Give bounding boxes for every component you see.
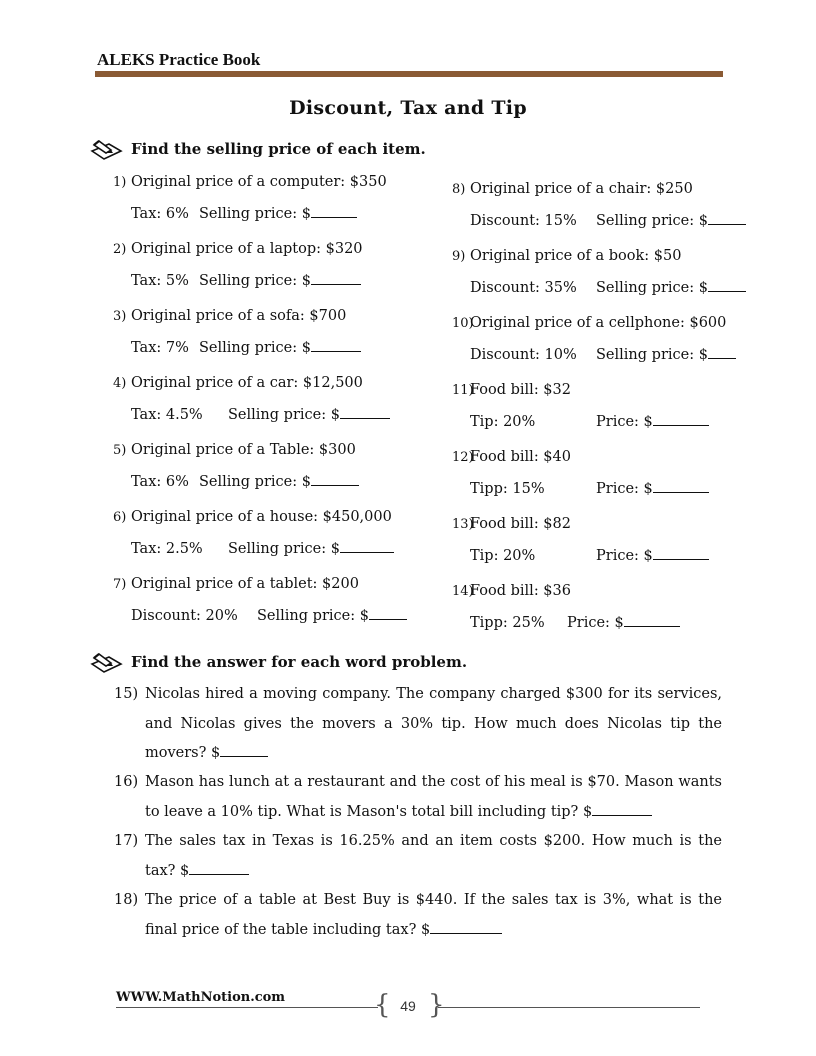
answer-blank[interactable] <box>340 539 394 553</box>
question-answer-line <box>470 412 709 430</box>
tax-label: Tip: 20% <box>470 548 536 564</box>
question-text: Original price of a cellphone: $600 <box>470 315 727 331</box>
question-number: 2) <box>113 242 127 257</box>
answer-label: Selling price: $ <box>596 347 708 363</box>
tax-label: Discount: 20% <box>131 608 238 624</box>
answer-label: Selling price: $ <box>228 541 340 557</box>
footer-rule-left <box>116 1007 378 1008</box>
question-number: 9) <box>452 249 466 264</box>
section2-instruction <box>90 650 467 674</box>
tax-label: Discount: 10% <box>470 347 577 363</box>
question-9 <box>452 241 681 272</box>
question-5 <box>113 435 356 466</box>
question-text: Food bill: $36 <box>470 583 571 599</box>
question-6 <box>113 502 392 533</box>
question-text: Original price of a computer: $350 <box>131 174 387 190</box>
answer-blank[interactable] <box>708 345 736 359</box>
question-answer-line <box>470 211 746 229</box>
question-number: 13) <box>452 517 474 532</box>
question-text: Original price of a tablet: $200 <box>131 576 359 592</box>
answer-label: Price: $ <box>596 414 653 430</box>
answer-label: Selling price: $ <box>199 206 311 222</box>
word-problem-16 <box>114 768 722 827</box>
tax-label: Tax: 5% <box>131 273 189 289</box>
problem-text: The price of a table at Best Buy is $440. If the sales tax is 3%, what is the final price of the table including tax? $ <box>145 892 722 938</box>
word-problem-15 <box>114 680 722 769</box>
instruction-text: Find the selling price of each item. <box>131 140 426 158</box>
tax-label: Tipp: 15% <box>470 481 545 497</box>
answer-blank[interactable] <box>653 546 709 560</box>
answer-label: Price: $ <box>596 548 653 564</box>
question-answer-line <box>470 345 736 363</box>
question-text: Original price of a laptop: $320 <box>131 241 363 257</box>
answer-blank[interactable] <box>653 479 709 493</box>
tax-label: Tipp: 25% <box>470 615 545 631</box>
answer-label: Selling price: $ <box>257 608 369 624</box>
problem-number: 17) <box>114 833 139 849</box>
question-11 <box>452 375 571 406</box>
word-problem-18 <box>114 886 722 945</box>
pencil-paper-icon <box>90 137 123 161</box>
answer-blank[interactable] <box>311 338 361 352</box>
answer-label: Price: $ <box>567 615 624 631</box>
question-number: 7) <box>113 577 127 592</box>
answer-label: Selling price: $ <box>228 407 340 423</box>
question-text: Food bill: $82 <box>470 516 571 532</box>
header-rule <box>95 71 723 77</box>
question-answer-line <box>470 278 746 296</box>
footer-url: WWW.MathNotion.com <box>116 990 286 1005</box>
tax-label: Tip: 20% <box>470 414 536 430</box>
answer-blank[interactable] <box>340 405 390 419</box>
tax-label: Tax: 2.5% <box>131 541 203 557</box>
answer-blank[interactable] <box>430 920 502 934</box>
answer-blank[interactable] <box>311 204 357 218</box>
answer-blank[interactable] <box>624 613 680 627</box>
problem-number: 16) <box>114 774 139 790</box>
question-answer-line <box>470 613 680 631</box>
tax-label: Tax: 7% <box>131 340 189 356</box>
question-number: 8) <box>452 182 466 197</box>
question-number: 10) <box>452 316 474 331</box>
book-title: ALEKS Practice Book <box>97 50 261 69</box>
answer-label: Selling price: $ <box>199 474 311 490</box>
problem-text: The sales tax in Texas is 16.25% and an item costs $200. How much is the tax? $ <box>145 833 722 879</box>
answer-label: Selling price: $ <box>596 280 708 296</box>
question-12 <box>452 442 571 473</box>
question-text: Original price of a book: $50 <box>470 248 682 264</box>
problem-number: 18) <box>114 892 139 908</box>
tax-label: Tax: 4.5% <box>131 407 203 423</box>
instruction-text: Find the answer for each word problem. <box>131 653 468 671</box>
section1-instruction <box>90 137 426 161</box>
question-answer-line <box>470 479 709 497</box>
question-number: 5) <box>113 443 127 458</box>
question-answer-line <box>470 546 709 564</box>
page-number: 49 <box>400 998 416 1014</box>
question-text: Food bill: $32 <box>470 382 571 398</box>
question-number: 14) <box>452 584 474 599</box>
question-4 <box>113 368 363 399</box>
answer-blank[interactable] <box>653 412 709 426</box>
question-number: 11) <box>452 383 474 398</box>
question-1 <box>113 167 387 198</box>
question-13 <box>452 509 571 540</box>
question-number: 12) <box>452 450 474 465</box>
question-14 <box>452 576 571 607</box>
word-problem-17 <box>114 827 722 886</box>
footer-rule-right <box>438 1007 700 1008</box>
question-answer-line <box>131 271 361 289</box>
tax-label: Discount: 35% <box>470 280 577 296</box>
question-number: 1) <box>113 175 127 190</box>
answer-label: Price: $ <box>596 481 653 497</box>
question-text: Original price of a Table: $300 <box>131 442 356 458</box>
question-3 <box>113 301 346 332</box>
question-text: Original price of a sofa: $700 <box>131 308 347 324</box>
question-number: 3) <box>113 309 127 324</box>
question-answer-line <box>131 338 361 356</box>
page-title: Discount, Tax and Tip <box>289 97 527 119</box>
question-text: Original price of a house: $450,000 <box>131 509 392 525</box>
question-text: Food bill: $40 <box>470 449 571 465</box>
tax-label: Tax: 6% <box>131 206 189 222</box>
question-answer-line <box>131 472 359 490</box>
answer-blank[interactable] <box>592 802 652 816</box>
right-brace-icon: } <box>428 990 445 1020</box>
answer-label: Selling price: $ <box>596 213 708 229</box>
question-number: 4) <box>113 376 127 391</box>
answer-blank[interactable] <box>189 861 249 875</box>
question-10 <box>452 308 726 339</box>
tax-label: Tax: 6% <box>131 474 189 490</box>
question-2 <box>113 234 363 265</box>
question-number: 6) <box>113 510 127 525</box>
question-text: Original price of a car: $12,500 <box>131 375 363 391</box>
answer-blank[interactable] <box>708 211 746 225</box>
question-7 <box>113 569 359 600</box>
question-answer-line <box>131 539 394 557</box>
problem-text: Nicolas hired a moving company. The company charged $300 for its services, and Nicolas gives the movers a 30% tip. How much does Nicolas tip the movers? $ <box>145 686 722 761</box>
pencil-paper-icon <box>90 650 123 674</box>
question-answer-line <box>131 405 390 423</box>
answer-label: Selling price: $ <box>199 273 311 289</box>
answer-blank[interactable] <box>311 472 359 486</box>
question-answer-line <box>131 204 357 222</box>
answer-blank[interactable] <box>311 271 361 285</box>
question-text: Original price of a chair: $250 <box>470 181 693 197</box>
answer-blank[interactable] <box>708 278 746 292</box>
problem-number: 15) <box>114 686 139 702</box>
left-brace-icon: { <box>374 990 391 1020</box>
question-answer-line <box>131 606 407 624</box>
problem-text: Mason has lunch at a restaurant and the cost of his meal is $70. Mason wants to leave a 10% tip. What is Mason's total bill including tip? $ <box>145 774 722 820</box>
question-8 <box>452 174 693 205</box>
answer-blank[interactable] <box>369 606 407 620</box>
answer-blank[interactable] <box>220 743 268 757</box>
answer-label: Selling price: $ <box>199 340 311 356</box>
tax-label: Discount: 15% <box>470 213 577 229</box>
